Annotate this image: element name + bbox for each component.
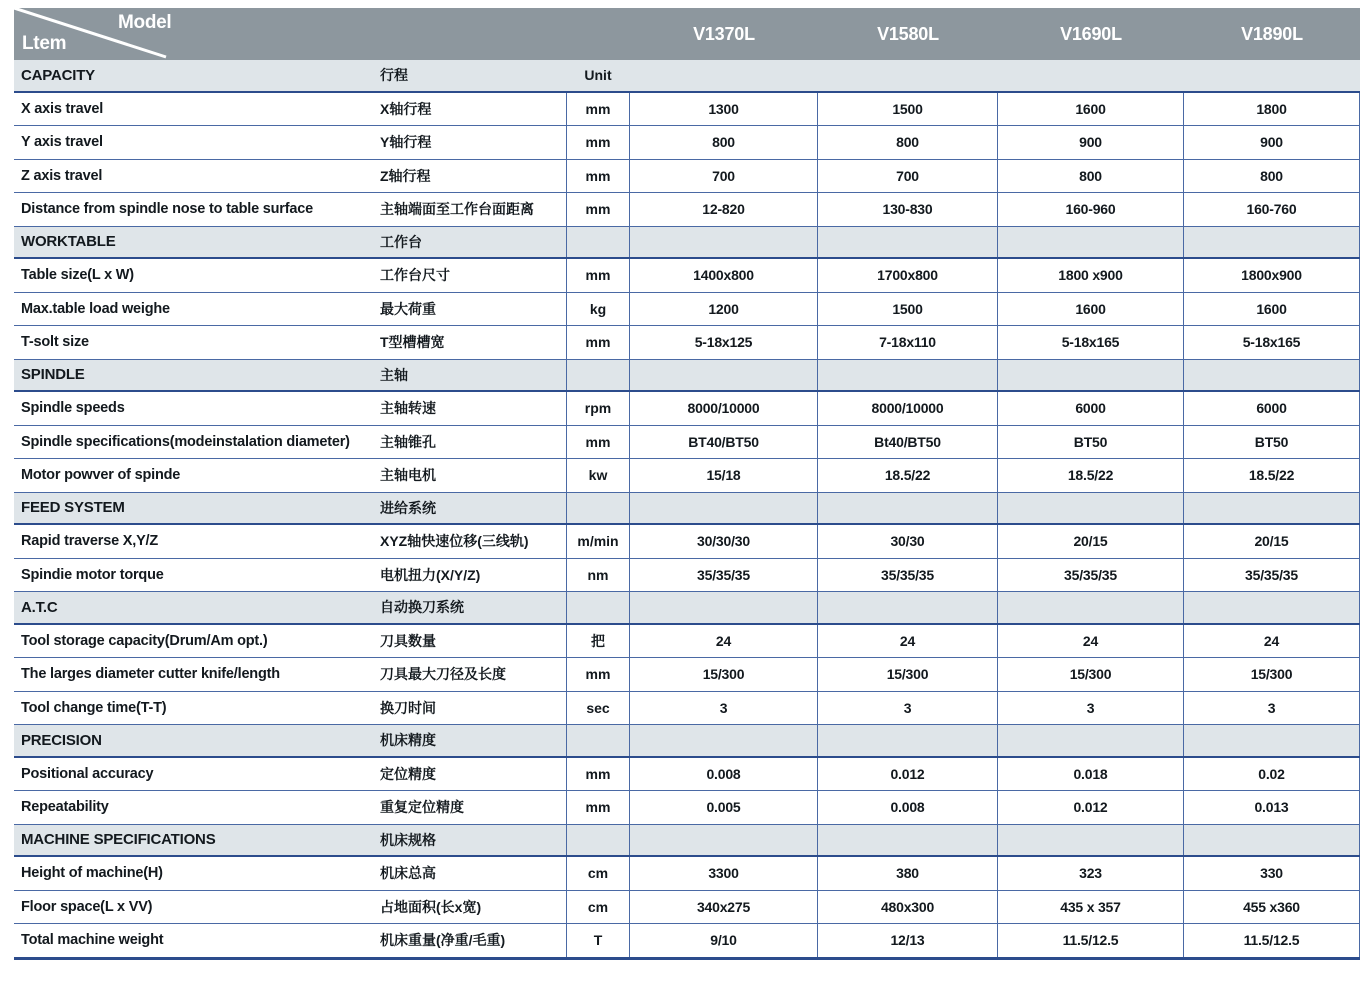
value-cell: 435 x 357 [998,891,1184,924]
section-row-machine-specifications [14,825,1360,858]
item-label-en: X axis travel [21,100,104,117]
section-title-en: MACHINE SPECIFICATIONS [21,831,216,849]
value-cell: Bt40/BT50 [818,426,998,459]
value-cell: 35/35/35 [1184,559,1360,592]
item-cell [14,326,566,359]
value-cell: 0.018 [998,758,1184,791]
item-cell [14,126,566,159]
section-title-en: SPINDLE [21,366,85,384]
item-label-en: Rapid traverse X,Y/Z [21,533,159,550]
spec-row [14,93,1360,127]
value-cell: 1600 [998,293,1184,326]
value-cell: 0.012 [818,758,998,791]
item-label-cn: T型槽槽宽 [380,334,445,351]
spec-row [14,426,1360,460]
item-cell [14,392,566,425]
section-title-en: WORKTABLE [21,233,116,251]
section-empty-cell [630,60,818,91]
section-empty-cell [1184,493,1360,524]
corner-cell [14,8,630,60]
item-label-cn: 电机扭力(X/Y/Z) [380,566,481,583]
spec-row [14,891,1360,925]
section-empty-cell [998,725,1184,756]
item-cell [14,924,566,957]
value-cell: 1800x900 [1184,259,1360,292]
value-cell: 700 [630,160,818,193]
section-empty-cell [1184,60,1360,91]
spec-row [14,625,1360,659]
section-empty-cell [1184,227,1360,258]
value-cell: 24 [998,625,1184,658]
unit-cell: mm [566,93,630,126]
value-cell: 455 x360 [1184,891,1360,924]
section-title-cell [14,825,566,856]
value-cell: 1500 [818,93,998,126]
section-empty-cell [818,227,998,258]
unit-cell: mm [566,259,630,292]
item-label-en: Max.table load weighe [21,300,170,317]
item-cell [14,525,566,558]
unit-cell: sec [566,692,630,725]
unit-cell: mm [566,326,630,359]
item-cell [14,758,566,791]
value-cell: 700 [818,160,998,193]
value-cell: 3 [1184,692,1360,725]
item-label-en: The larges diameter cutter knife/length [21,666,280,683]
section-empty-cell [998,493,1184,524]
section-empty-cell [630,825,818,856]
section-empty-cell [818,592,998,623]
spec-row [14,193,1360,227]
item-label-cn: Y轴行程 [380,134,432,151]
unit-header-cell [566,227,630,258]
value-cell: 0.013 [1184,791,1360,824]
value-cell: 380 [818,857,998,890]
unit-cell: cm [566,891,630,924]
value-cell: 800 [998,160,1184,193]
unit-cell: cm [566,857,630,890]
value-cell: 11.5/12.5 [1184,924,1360,957]
spec-row [14,857,1360,891]
spec-row [14,924,1360,960]
unit-cell: mm [566,426,630,459]
model-header-v1370l: V1370L [693,23,755,44]
value-cell: 1500 [818,293,998,326]
value-cell: 15/300 [998,658,1184,691]
item-label-cn: 工作台尺寸 [380,267,450,284]
section-empty-cell [630,592,818,623]
spec-row [14,259,1360,293]
item-label-en: Height of machine(H) [21,865,163,882]
value-cell: 340x275 [630,891,818,924]
value-cell: 900 [998,126,1184,159]
value-cell: 0.012 [998,791,1184,824]
item-label-cn: 主轴端面至工作台面距离 [380,201,534,218]
value-cell: 20/15 [998,525,1184,558]
item-label-en: Positional accuracy [21,765,154,782]
section-empty-cell [818,360,998,391]
item-label-en: Tool storage capacity(Drum/Am opt.) [21,632,268,649]
item-cell [14,259,566,292]
spec-row [14,160,1360,194]
spec-row [14,326,1360,360]
unit-cell: m/min [566,525,630,558]
unit-cell: T [566,924,630,957]
value-cell: 11.5/12.5 [998,924,1184,957]
section-title-cn: 行程 [380,67,408,84]
section-title-cn: 工作台 [380,233,422,250]
model-header-v1690l: V1690L [1060,23,1122,44]
unit-cell: mm [566,758,630,791]
item-cell [14,193,566,226]
section-title-cell [14,60,566,91]
section-empty-cell [998,592,1184,623]
value-cell: 1200 [630,293,818,326]
item-cell [14,160,566,193]
item-cell [14,692,566,725]
value-cell: 5-18x125 [630,326,818,359]
item-label-cn: 定位精度 [380,765,436,782]
section-title-cell [14,725,566,756]
unit-cell: 把 [566,625,630,658]
value-cell: 1800 [1184,93,1360,126]
model-header-v1890l: V1890L [1241,23,1303,44]
value-cell: 6000 [998,392,1184,425]
unit-cell: mm [566,160,630,193]
model-header-v1580l: V1580L [877,23,939,44]
value-cell: 35/35/35 [818,559,998,592]
spec-row [14,559,1360,593]
unit-header-cell [566,592,630,623]
section-row-precision [14,725,1360,758]
value-cell: 24 [630,625,818,658]
unit-cell: mm [566,658,630,691]
unit-cell: mm [566,791,630,824]
item-label-cn: 主轴转速 [380,400,436,417]
value-cell: 480x300 [818,891,998,924]
section-empty-cell [818,725,998,756]
corner-model-label: Model [118,12,172,33]
value-cell: 6000 [1184,392,1360,425]
section-empty-cell [998,360,1184,391]
section-empty-cell [998,227,1184,258]
value-cell: BT50 [998,426,1184,459]
value-cell: 1800 x900 [998,259,1184,292]
unit-header-cell [566,725,630,756]
item-cell [14,559,566,592]
value-cell: 1400x800 [630,259,818,292]
item-cell [14,891,566,924]
section-row-feed-system [14,493,1360,526]
value-cell: BT50 [1184,426,1360,459]
spec-row [14,459,1360,493]
value-cell: 7-18x110 [818,326,998,359]
value-cell: 0.008 [818,791,998,824]
model-columns [630,8,1360,60]
spec-row [14,692,1360,726]
value-cell: 12/13 [818,924,998,957]
item-label-en: Motor powver of spinde [21,467,181,484]
diagonal-divider [14,8,630,60]
section-title-cn: 机床规格 [380,831,436,848]
value-cell: 1600 [998,93,1184,126]
value-cell: 35/35/35 [998,559,1184,592]
section-title-cn: 自动换刀系统 [380,599,464,616]
value-cell: 0.008 [630,758,818,791]
section-row-spindle [14,360,1360,393]
value-cell: 20/15 [1184,525,1360,558]
section-empty-cell [630,227,818,258]
item-label-en: T-solt size [21,334,89,351]
value-cell: 0.005 [630,791,818,824]
value-cell: 18.5/22 [818,459,998,492]
section-empty-cell [998,825,1184,856]
value-cell: 160-960 [998,193,1184,226]
value-cell: 3 [630,692,818,725]
value-cell: 800 [818,126,998,159]
section-title-cell [14,360,566,391]
unit-cell: kw [566,459,630,492]
unit-cell: kg [566,293,630,326]
item-label-en: Distance from spindle nose to table surface [21,201,313,218]
item-label-en: Total machine weight [21,932,164,949]
item-label-en: Floor space(L x VV) [21,898,153,915]
unit-cell: mm [566,126,630,159]
value-cell: 24 [1184,625,1360,658]
item-cell [14,293,566,326]
unit-cell: rpm [566,392,630,425]
section-row-worktable [14,227,1360,260]
value-cell: 18.5/22 [998,459,1184,492]
spec-row [14,392,1360,426]
value-cell: 5-18x165 [998,326,1184,359]
value-cell: 3 [998,692,1184,725]
value-cell: 8000/10000 [818,392,998,425]
value-cell: 1600 [1184,293,1360,326]
section-empty-cell [630,725,818,756]
value-cell: 30/30 [818,525,998,558]
item-label-cn: 机床总高 [380,865,436,882]
value-cell: 1300 [630,93,818,126]
corner-item-label: Ltem [22,33,67,54]
item-cell [14,426,566,459]
section-title-en: A.T.C [21,598,58,616]
value-cell: BT40/BT50 [630,426,818,459]
value-cell: 330 [1184,857,1360,890]
value-cell: 3300 [630,857,818,890]
unit-header-cell: Unit [584,67,612,84]
item-label-cn: 换刀时间 [380,699,436,716]
spec-row [14,126,1360,160]
item-cell [14,791,566,824]
item-label-cn: 主轴电机 [380,467,436,484]
unit-header-cell [566,825,630,856]
section-empty-cell [630,493,818,524]
spec-row [14,525,1360,559]
value-cell: 12-820 [630,193,818,226]
section-empty-cell [1184,825,1360,856]
item-label-en: Spindle specifications(modeinstalation diameter) [21,433,350,450]
item-label-en: Z axis travel [21,167,103,184]
value-cell: 30/30/30 [630,525,818,558]
value-cell: 900 [1184,126,1360,159]
item-label-en: Spindie motor torque [21,566,164,583]
value-cell: 1700x800 [818,259,998,292]
item-label-en: Y axis travel [21,134,103,151]
item-cell [14,459,566,492]
section-title-cell [14,493,566,524]
section-title-cn: 主轴 [380,366,408,383]
item-label-en: Repeatability [21,799,109,816]
spec-row [14,758,1360,792]
section-empty-cell [818,825,998,856]
item-label-en: Tool change time(T-T) [21,699,167,716]
value-cell: 15/300 [1184,658,1360,691]
item-label-cn: 最大荷重 [380,300,436,317]
item-label-cn: X轴行程 [380,100,432,117]
table-body [14,60,1360,960]
unit-header-cell [566,493,630,524]
value-cell: 800 [1184,160,1360,193]
item-cell [14,658,566,691]
section-row-capacity [14,60,1360,93]
spec-row [14,791,1360,825]
section-empty-cell [630,360,818,391]
value-cell: 0.02 [1184,758,1360,791]
value-cell: 24 [818,625,998,658]
unit-cell: nm [566,559,630,592]
value-cell: 5-18x165 [1184,326,1360,359]
section-title-en: CAPACITY [21,66,95,84]
item-label-cn: 重复定位精度 [380,799,464,816]
value-cell: 35/35/35 [630,559,818,592]
table-header-band [14,8,1360,60]
section-empty-cell [1184,592,1360,623]
item-label-en: Spindle speeds [21,400,125,417]
section-empty-cell [998,60,1184,91]
item-cell [14,625,566,658]
section-title-cell [14,227,566,258]
item-cell [14,857,566,890]
value-cell: 160-760 [1184,193,1360,226]
value-cell: 15/300 [818,658,998,691]
item-label-cn: Z轴行程 [380,167,431,184]
value-cell: 8000/10000 [630,392,818,425]
item-cell [14,93,566,126]
section-empty-cell [1184,725,1360,756]
value-cell: 15/300 [630,658,818,691]
value-cell: 9/10 [630,924,818,957]
section-empty-cell [1184,360,1360,391]
value-cell: 800 [630,126,818,159]
section-title-cell [14,592,566,623]
value-cell: 18.5/22 [1184,459,1360,492]
item-label-cn: 机床重量(净重/毛重) [380,932,506,949]
spec-table [14,8,1360,960]
section-title-cn: 机床精度 [380,732,436,749]
value-cell: 3 [818,692,998,725]
section-title-cn: 进给系统 [380,499,436,516]
value-cell: 323 [998,857,1184,890]
section-title-en: FEED SYSTEM [21,499,125,517]
item-label-cn: 占地面积(长x宽) [380,898,482,915]
section-empty-cell [818,493,998,524]
spec-row [14,658,1360,692]
section-title-en: PRECISION [21,731,102,749]
item-label-en: Table size(L x W) [21,267,134,284]
unit-cell: mm [566,193,630,226]
item-label-cn: 主轴锥孔 [380,433,436,450]
item-label-cn: XYZ轴快速位移(三线轨) [380,533,529,550]
section-empty-cell [818,60,998,91]
item-label-cn: 刀具最大刀径及长度 [380,666,506,683]
value-cell: 15/18 [630,459,818,492]
section-row-a-t-c [14,592,1360,625]
value-cell: 130-830 [818,193,998,226]
spec-row [14,293,1360,327]
unit-header-cell [566,360,630,391]
item-label-cn: 刀具数量 [380,632,436,649]
